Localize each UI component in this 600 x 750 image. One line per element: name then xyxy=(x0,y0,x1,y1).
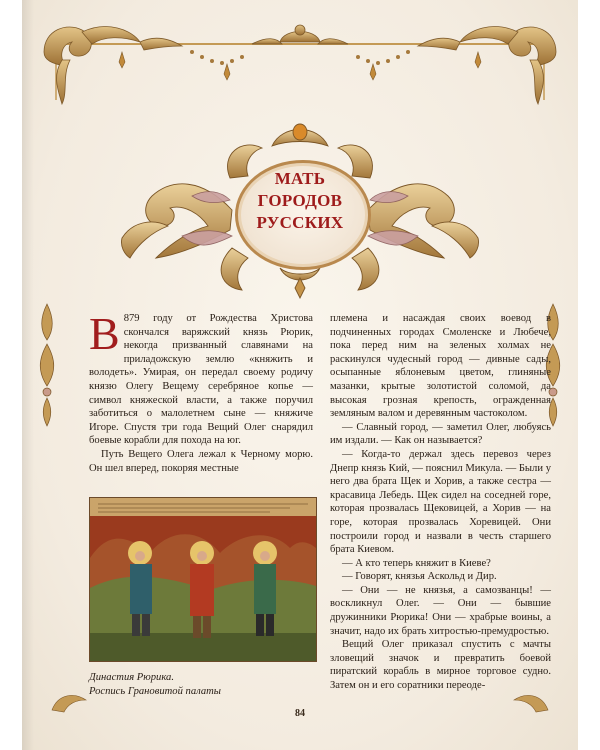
paragraph-8: — Они — не князья, а самозванцы! — воскликнул Олег. — Они — бывшие дружинники Рюрика! Они — храбрые воины, а значит, надо их брать хитростью-премудростью. xyxy=(330,584,551,637)
left-side-ornament xyxy=(36,300,58,430)
paragraph-5: — Когда-то держал здесь перевоз через Днепр князь Кий, — пояснил Микула. — Были у него два брата Щек и Хорив, а также сестра — красавица Лебедь. Щек сидел на соседней горе, которая прозвалась Щековицей, а Хорив — на горе, которая прозвалась Хоревицей. Они построили город и назвали в честь старшего брата Киевом. xyxy=(330,448,551,556)
paragraph-3: племена и насаждая своих воевод в подчиненных городах Смоленске и Любече, пока перед ним на зеленых холмах не раскинулся чудесный город — дивные сады, осыпанные яблоневым цветом, глиняные мазанки, крытые золотистой соломой, да высокая грозная крепость, огражденная земляным валом и деревянным частоколом. xyxy=(330,313,551,420)
caption-line-2: Роспись Грановитой палаты xyxy=(89,685,221,697)
caption-line-1: Династия Рюрика. xyxy=(89,672,174,683)
text-column-left xyxy=(89,308,313,475)
paragraph-6: — А кто теперь княжит в Киеве? xyxy=(342,557,491,569)
chapter-title xyxy=(235,168,365,234)
paragraph-1 xyxy=(89,308,313,448)
chapter-title-line-1: МАТЬ xyxy=(274,169,326,188)
text-column-right xyxy=(330,312,551,693)
page-number: 84 xyxy=(295,708,305,719)
chapter-title-line-2: ГОРОДОВ xyxy=(257,191,343,210)
fresco-illustration xyxy=(89,497,317,662)
paragraph-1-text: 879 году от Рождества Христова скончался варяжский князь Рюрик, некогда призванный славянами на приладожскую землю «княжить и володеть». Умирая, он передал своему родичу князю Олегу Вещему серебряное копье — символ княжеской власти, а также поручил заботиться о малолетнем сыне — княжиче Игоре. Спустя три года Вещий Олег снарядил боевые корабли для похода на юг. xyxy=(89,313,313,447)
paragraph-2: Путь Вещего Олега лежал к Черному морю. Он шел вперед, покоряя местные xyxy=(89,448,313,474)
book-page xyxy=(22,0,578,750)
page-edge-shadow xyxy=(22,0,34,750)
paragraph-7: — Говорят, князья Аскольд и Дир. xyxy=(342,571,497,583)
illustration-caption xyxy=(89,671,315,698)
paragraph-9: Вещий Олег приказал спустить с мачты зловещий значок и превратить боевой пиратский корабль в мирное торговое судно. Затем он и его соратники переоде- xyxy=(330,639,551,692)
top-ornament-frame xyxy=(22,0,578,110)
drop-cap: В xyxy=(89,308,120,359)
paragraph-4: — Славный город, — заметил Олег, любуясь им издали. — Как он называется? xyxy=(330,421,551,447)
chapter-title-line-3: РУССКИХ xyxy=(256,213,344,232)
